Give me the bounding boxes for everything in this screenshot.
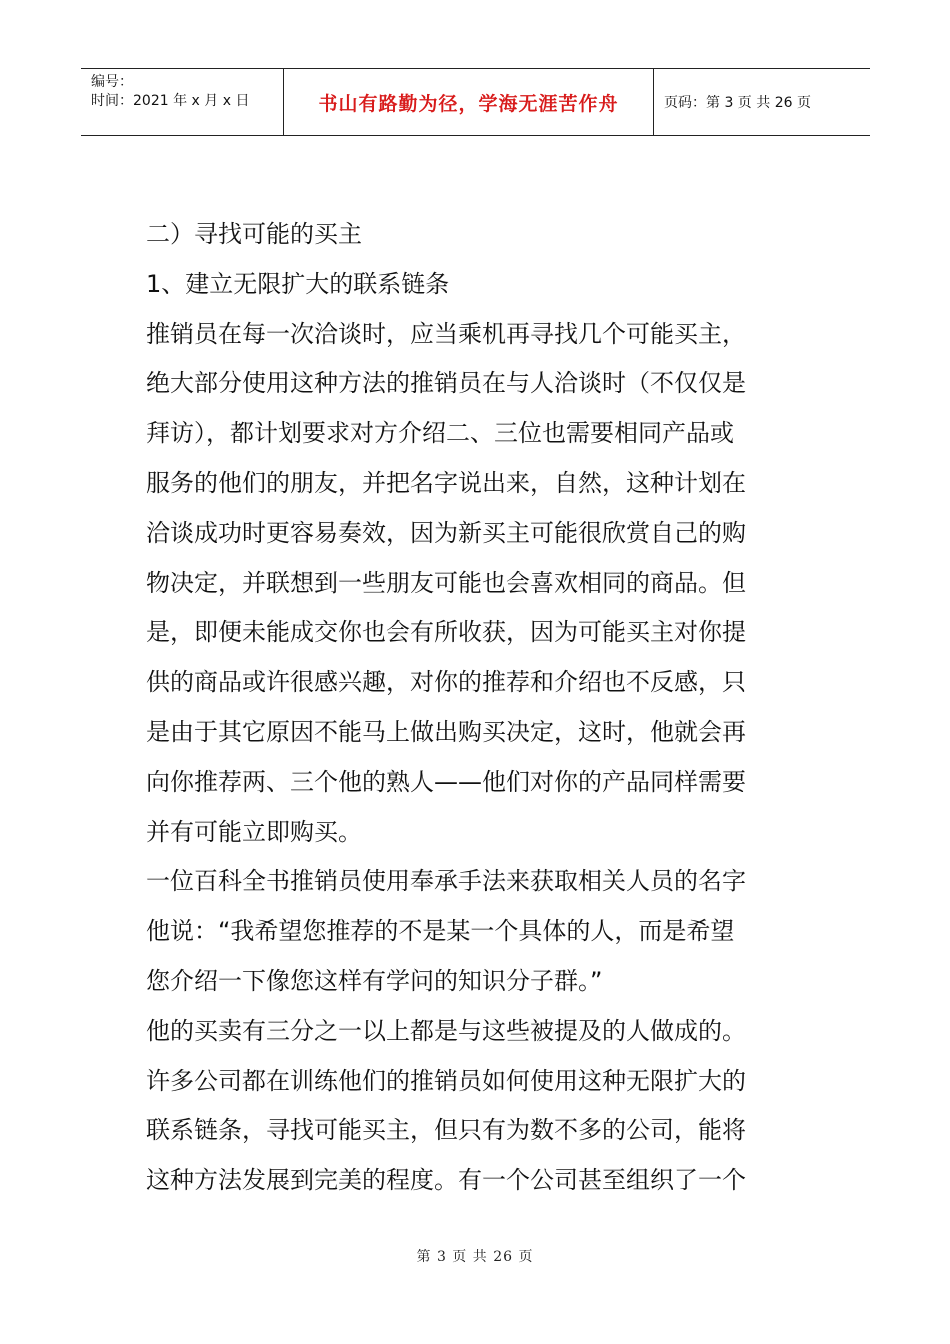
body-line: 联系链条，寻找可能买主，但只有为数不多的公司，能将 <box>146 1116 746 1145</box>
header-motto: 书山有路勤为径，学海无涯苦作舟 <box>318 92 619 115</box>
body-line: 洽谈成功时更容易奏效，因为新买主可能很欣赏自己的购 <box>146 518 746 547</box>
body-line: 向你推荐两、三个他的熟人——他们对你的产品同样需要 <box>146 767 746 796</box>
body-line: 您介绍一下像您这样有学问的知识分子群。” <box>146 966 603 995</box>
document-body <box>146 210 811 1206</box>
header-meta-cell <box>81 69 283 135</box>
document-number-label: 编号： <box>91 74 133 90</box>
body-line: 这种方法发展到完美的程度。有一个公司甚至组织了一个 <box>146 1166 746 1195</box>
body-line: 是由于其它原因不能马上做出购买决定，这时，他就会再 <box>146 717 746 746</box>
header-page-cell <box>654 69 870 135</box>
body-line: 是，即便未能成交你也会有所收获，因为可能买主对你提 <box>146 618 746 647</box>
document-time-label: 时间：2021 年 x 月 x 日 <box>91 93 250 109</box>
body-line: 物决定，并联想到一些朋友可能也会喜欢相同的商品。但 <box>146 568 746 597</box>
page-footer: 第 3 页 共 26 页 <box>416 1249 534 1265</box>
section-heading: 二）寻找可能的买主 <box>146 220 362 248</box>
body-line: 供的商品或许很感兴趣，对你的推荐和介绍也不反感，只 <box>146 668 746 697</box>
body-line: 他说：“我希望您推荐的不是某一个具体的人，而是希望 <box>146 917 735 946</box>
header-page-info: 页码：第 3 页 共 26 页 <box>664 95 811 111</box>
header-motto-cell <box>283 69 654 135</box>
body-line: 他的买卖有三分之一以上都是与这些被提及的人做成的。 <box>146 1016 746 1045</box>
body-line: 绝大部分使用这种方法的推销员在与人洽谈时（不仅仅是 <box>146 369 746 398</box>
body-line: 推销员在每一次洽谈时，应当乘机再寻找几个可能买主， <box>146 319 746 348</box>
body-line: 一位百科全书推销员使用奉承手法来获取相关人员的名字 <box>146 867 746 896</box>
subsection-heading: 1、建立无限扩大的联系链条 <box>146 269 450 298</box>
body-line: 拜访），都计划要求对方介绍二、三位也需要相同产品或 <box>146 419 734 448</box>
body-line: 许多公司都在训练他们的推销员如何使用这种无限扩大的 <box>146 1066 746 1095</box>
body-line: 并有可能立即购买。 <box>146 817 362 846</box>
page-header <box>81 68 870 136</box>
body-line: 服务的他们的朋友，并把名字说出来，自然，这种计划在 <box>146 468 746 497</box>
